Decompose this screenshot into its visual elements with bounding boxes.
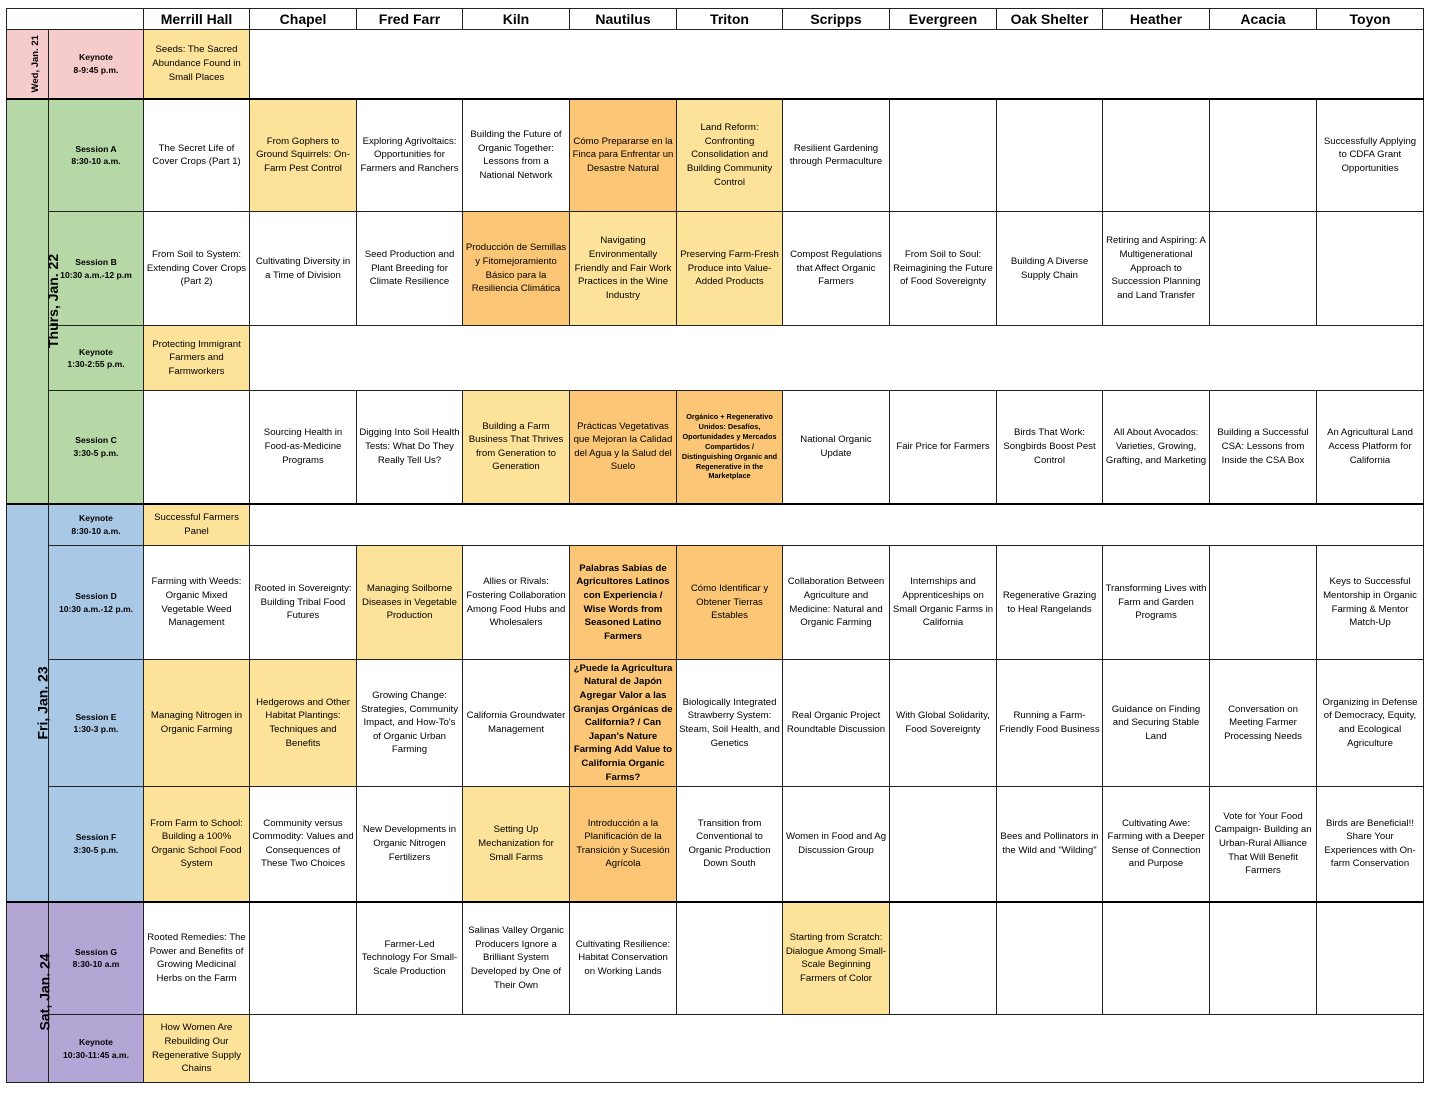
session-row: [7, 660, 1424, 787]
session-title: Community versus Commodity: Values and Consequences of These Two Choices: [250, 787, 357, 902]
room-header-heather: Heather: [1103, 9, 1210, 30]
keynote-row: [7, 504, 1424, 546]
session-time: 8:30-10 a.m: [72, 959, 120, 970]
keynote-row: [7, 30, 1424, 99]
session-title: Successfully Applying to CDFA Grant Opportunities: [1317, 99, 1424, 212]
session-title: Hedgerows and Other Habitat Plantings: Techniques and Benefits: [250, 660, 357, 787]
session-title: Seed Production and Plant Breeding for Climate Resilience: [357, 212, 463, 326]
session-title: Cómo Identificar y Obtener Tierras Estables: [677, 546, 783, 660]
session-title: Orgánico + Regenerativo Unidos: Desafíos, Oportunidades y Mercados Compartidos / Distinguishing Organic and Regenerative in the Marketplace: [677, 391, 783, 504]
empty-slot: [1317, 902, 1424, 1015]
session-label: [49, 1015, 144, 1083]
session-row: [7, 99, 1424, 212]
session-name: Keynote: [79, 52, 113, 63]
session-title: Guidance on Finding and Securing Stable Land: [1103, 660, 1210, 787]
session-row: [7, 902, 1424, 1015]
keynote-blank-area: [250, 326, 1424, 391]
session-name: Session D: [75, 591, 117, 602]
session-title: Birds That Work: Songbirds Boost Pest Control: [997, 391, 1103, 504]
session-name: Keynote: [79, 346, 113, 357]
session-title: Vote for Your Food Campaign- Building an Urban-Rural Alliance That Will Benefit Farmers: [1210, 787, 1317, 902]
keynote-title: How Women Are Rebuilding Our Regenerative Supply Chains: [144, 1015, 250, 1083]
session-title: Rooted in Sovereignty: Building Tribal Food Futures: [250, 546, 357, 660]
session-name: Session G: [74, 946, 118, 957]
room-header-chapel: Chapel: [250, 9, 357, 30]
session-title: From Soil to Soul: Reimagining the Future of Food Sovereignty: [890, 212, 997, 326]
empty-slot: [890, 99, 997, 212]
session-title: Real Organic Project Roundtable Discussion: [783, 660, 890, 787]
session-title: Fair Price for Farmers: [890, 391, 997, 504]
empty-slot: [890, 902, 997, 1015]
room-header-kiln: Kiln: [463, 9, 570, 30]
session-title: Transforming Lives with Farm and Garden Programs: [1103, 546, 1210, 660]
empty-slot: [1210, 902, 1317, 1015]
session-title: Retiring and Aspiring: A Multigenerational Approach to Succession Planning and Land Transfer: [1103, 212, 1210, 326]
empty-slot: [997, 99, 1103, 212]
keynote-title: Seeds: The Sacred Abundance Found in Small Places: [144, 30, 250, 99]
session-title: Building a Successful CSA: Lessons from Inside the CSA Box: [1210, 391, 1317, 504]
session-title: Building the Future of Organic Together: Lessons from a National Network: [463, 99, 570, 212]
room-header-nautilus: Nautilus: [570, 9, 677, 30]
session-time: 10:30 a.m.-12 p.m: [60, 269, 132, 280]
session-label: [49, 660, 144, 787]
session-title: Cómo Prepararse en la Finca para Enfrentar un Desastre Natural: [570, 99, 677, 212]
session-title: Running a Farm-Friendly Food Business: [997, 660, 1103, 787]
empty-slot: [144, 391, 250, 504]
day-label: Thurs, Jan. 22: [45, 253, 62, 349]
session-title: Transition from Conventional to Organic Production Down South: [677, 787, 783, 902]
keynote-blank-area: [250, 1015, 1424, 1083]
keynote-blank-area: [250, 30, 1424, 99]
session-title: Collaboration Between Agriculture and Medicine: Natural and Organic Farming: [783, 546, 890, 660]
empty-slot: [677, 902, 783, 1015]
schedule-grid: [6, 8, 1424, 1083]
session-title: Exploring Agrivoltaics: Opportunities for Farmers and Ranchers: [357, 99, 463, 212]
session-title: From Farm to School: Building a 100% Organic School Food System: [144, 787, 250, 902]
room-header-triton: Triton: [677, 9, 783, 30]
session-row: [7, 546, 1424, 660]
room-header-fred-farr: Fred Farr: [357, 9, 463, 30]
session-title: Land Reform: Confronting Consolidation and Building Community Control: [677, 99, 783, 212]
session-title: Palabras Sabias de Agricultores Latinos con Experiencia / Wise Words from Seasoned Latino Farmers: [570, 546, 677, 660]
session-title: Introducción a la Planificación de la Transición y Sucesión Agrícola: [570, 787, 677, 902]
session-title: Managing Nitrogen in Organic Farming: [144, 660, 250, 787]
session-name: Keynote: [79, 513, 113, 524]
empty-slot: [1103, 902, 1210, 1015]
session-title: Building a Farm Business That Thrives from Generation to Generation: [463, 391, 570, 504]
session-label: [49, 546, 144, 660]
session-label: [49, 787, 144, 902]
session-title: Birds are Beneficial!! Share Your Experiences with On-farm Conservation: [1317, 787, 1424, 902]
empty-slot: [250, 902, 357, 1015]
room-header-acacia: Acacia: [1210, 9, 1317, 30]
empty-slot: [997, 902, 1103, 1015]
room-header-toyon: Toyon: [1317, 9, 1424, 30]
session-row: [7, 212, 1424, 326]
session-title: Bees and Pollinators in the Wild and "Wilding": [997, 787, 1103, 902]
session-title: Farmer-Led Technology For Small-Scale Production: [357, 902, 463, 1015]
session-title: Navigating Environmentally Friendly and Fair Work Practices in the Wine Industry: [570, 212, 677, 326]
session-title: Starting from Scratch: Dialogue Among Small-Scale Beginning Farmers of Color: [783, 902, 890, 1015]
session-title: Building A Diverse Supply Chain: [997, 212, 1103, 326]
day-label: Sat, Jan. 24: [36, 953, 53, 1031]
empty-slot: [890, 787, 997, 902]
day-label: Fri, Jan. 23: [34, 665, 51, 740]
session-title: From Soil to System: Extending Cover Crops (Part 2): [144, 212, 250, 326]
session-name: Session B: [75, 257, 117, 268]
session-label: [49, 902, 144, 1015]
day-label: Wed, Jan. 21: [29, 34, 41, 93]
session-name: Session A: [75, 143, 117, 154]
empty-slot: [1317, 212, 1424, 326]
keynote-title: Successful Farmers Panel: [144, 504, 250, 546]
session-title: Producción de Semillas y Fitomejoramiento Básico para la Resiliencia Climática: [463, 212, 570, 326]
session-title: An Agricultural Land Access Platform for California: [1317, 391, 1424, 504]
session-title: With Global Solidarity, Food Sovereignty: [890, 660, 997, 787]
session-label: [49, 504, 144, 546]
empty-slot: [1210, 546, 1317, 660]
keynote-title: Protecting Immigrant Farmers and Farmworkers: [144, 326, 250, 391]
session-title: Preserving Farm-Fresh Produce into Value-Added Products: [677, 212, 783, 326]
session-title: Digging Into Soil Health Tests: What Do They Really Tell Us?: [357, 391, 463, 504]
session-name: Session E: [75, 711, 117, 722]
session-title: Biologically Integrated Strawberry System: Steam, Soil Health, and Genetics: [677, 660, 783, 787]
day-label-cell: [7, 30, 49, 99]
session-title: Sourcing Health in Food-as-Medicine Programs: [250, 391, 357, 504]
session-title: Prácticas Vegetativas que Mejoran la Calidad del Agua y la Salud del Suelo: [570, 391, 677, 504]
session-time: 1:30-2:55 p.m.: [67, 359, 125, 369]
room-header-merrill-hall: Merrill Hall: [144, 9, 250, 30]
session-time: 8:30-10 a.m.: [71, 525, 121, 536]
session-name: Session C: [75, 435, 117, 446]
session-time: 1:30-3 p.m.: [73, 724, 119, 734]
session-title: Conversation on Meeting Farmer Processing Needs: [1210, 660, 1317, 787]
session-time: 10:30 a.m.-12 p.m.: [58, 603, 134, 614]
session-title: Allies or Rivals: Fostering Collaboration Among Food Hubs and Wholesalers: [463, 546, 570, 660]
session-row: [7, 391, 1424, 504]
session-title: Farming with Weeds: Organic Mixed Vegetable Weed Management: [144, 546, 250, 660]
session-title: The Secret Life of Cover Crops (Part 1): [144, 99, 250, 212]
session-title: Compost Regulations that Affect Organic Farmers: [783, 212, 890, 326]
keynote-row: [7, 326, 1424, 391]
day-label-cell: [7, 504, 49, 902]
keynote-row: [7, 1015, 1424, 1083]
room-header-oak-shelter: Oak Shelter: [997, 9, 1103, 30]
session-title: Managing Soilborne Diseases in Vegetable Production: [357, 546, 463, 660]
session-title: Cultivating Diversity in a Time of Division: [250, 212, 357, 326]
session-title: From Gophers to Ground Squirrels: On-Farm Pest Control: [250, 99, 357, 212]
session-title: New Developments in Organic Nitrogen Fertilizers: [357, 787, 463, 902]
header-corner: [7, 9, 144, 30]
session-time: 8:30-10 a.m.: [71, 156, 121, 167]
session-title: Internships and Apprenticeships on Small Organic Farms in California: [890, 546, 997, 660]
session-title: Cultivating Resilience: Habitat Conservation on Working Lands: [570, 902, 677, 1015]
day-label-cell: [7, 99, 62, 504]
empty-slot: [1103, 99, 1210, 212]
session-time: 10:30-11:45 a.m.: [63, 1049, 129, 1060]
session-time: 8-9:45 p.m.: [73, 64, 119, 75]
session-row: [7, 787, 1424, 902]
session-title: Resilient Gardening through Permaculture: [783, 99, 890, 212]
empty-slot: [1210, 99, 1317, 212]
session-label: [49, 30, 144, 99]
session-time: 3:30-5 p.m.: [73, 844, 119, 855]
session-label: [49, 391, 144, 504]
session-title: Women in Food and Ag Discussion Group: [783, 787, 890, 902]
session-title: All About Avocados: Varieties, Growing, Grafting, and Marketing: [1103, 391, 1210, 504]
session-title: Rooted Remedies: The Power and Benefits of Growing Medicinal Herbs on the Farm: [144, 902, 250, 1015]
room-header-evergreen: Evergreen: [890, 9, 997, 30]
session-title: ¿Puede la Agricultura Natural de Japón Agregar Valor a las Granjas Orgánicas de California? / Can Japan's Nature Farming Add Value to California Organic Farms?: [570, 660, 677, 787]
session-title: Growing Change: Strategies, Community Impact, and How-To's of Organic Urban Farming: [357, 660, 463, 787]
session-name: Session F: [75, 832, 117, 843]
session-title: Regenerative Grazing to Heal Rangelands: [997, 546, 1103, 660]
session-title: California Groundwater Management: [463, 660, 570, 787]
day-label-cell: [7, 902, 53, 1083]
session-label: [49, 99, 144, 212]
empty-slot: [1210, 212, 1317, 326]
room-header-row: [7, 9, 1424, 30]
session-title: Setting Up Mechanization for Small Farms: [463, 787, 570, 902]
session-title: Keys to Successful Mentorship in Organic Farming & Mentor Match-Up: [1317, 546, 1424, 660]
keynote-blank-area: [250, 504, 1424, 546]
session-title: National Organic Update: [783, 391, 890, 504]
session-time: 3:30-5 p.m.: [73, 447, 119, 458]
room-header-scripps: Scripps: [783, 9, 890, 30]
session-title: Cultivating Awe: Farming with a Deeper Sense of Connection and Purpose: [1103, 787, 1210, 902]
session-title: Organizing in Defense of Democracy, Equity, and Ecological Agriculture: [1317, 660, 1424, 787]
session-name: Keynote: [79, 1037, 113, 1048]
session-title: Salinas Valley Organic Producers Ignore a Brilliant System Developed by One of Their Own: [463, 902, 570, 1015]
